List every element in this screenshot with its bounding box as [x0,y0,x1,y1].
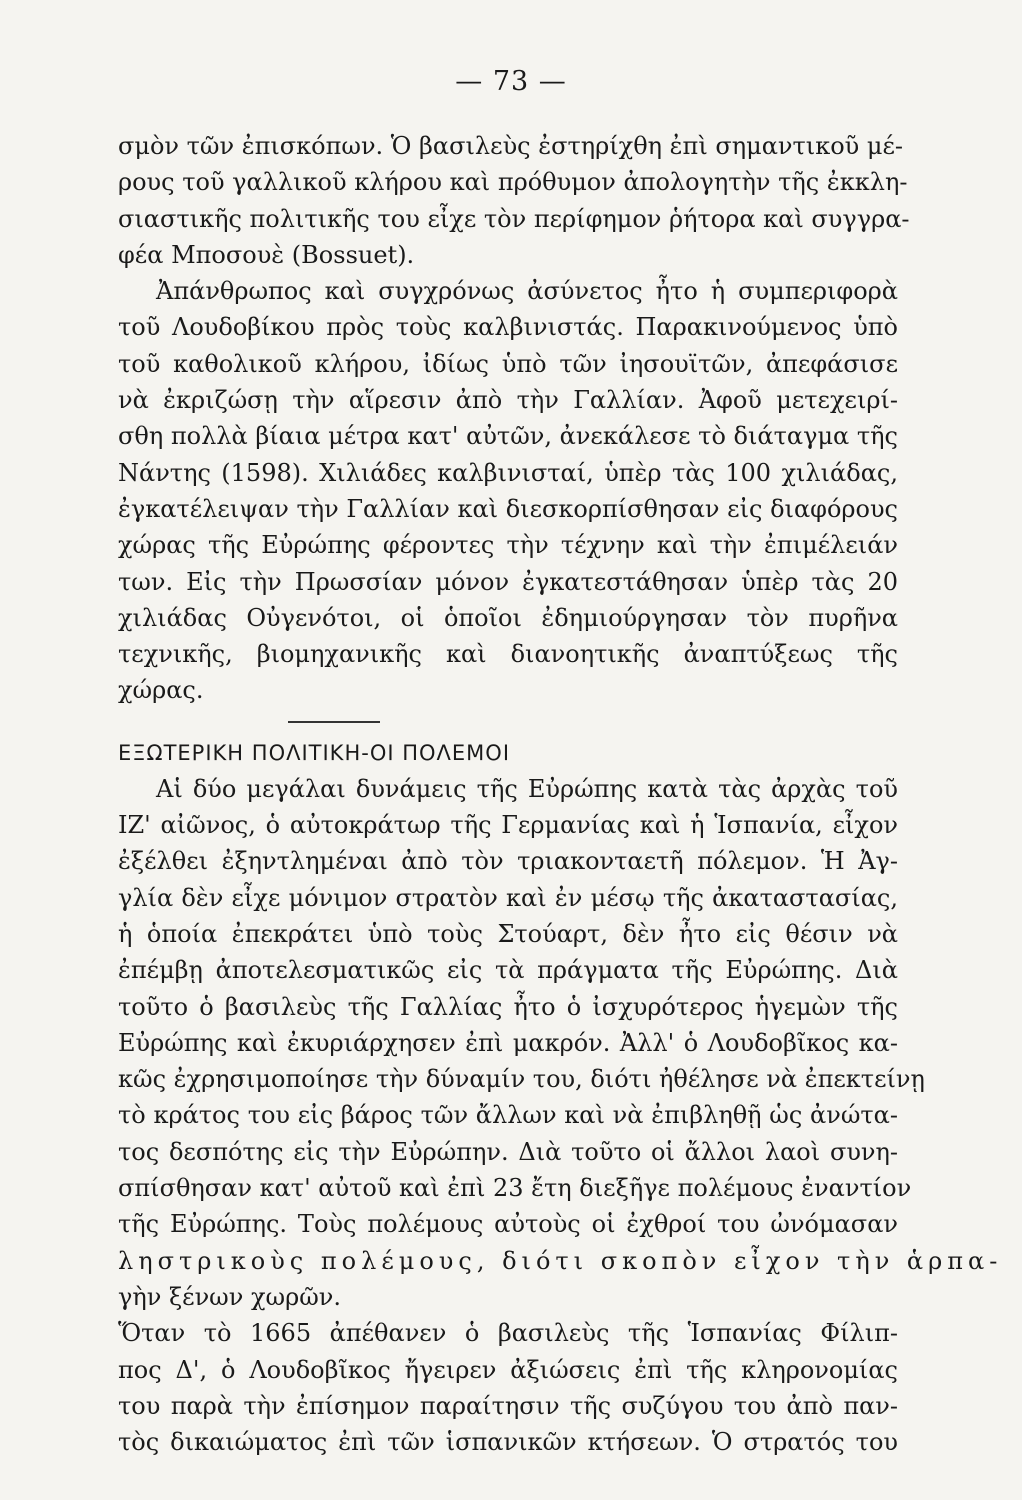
text-line: χιλιάδας Οὐγενότοι, οἱ ὁποῖοι ἐδημιούργησαν τὸν πυρῆνα [118,603,898,632]
text-line: ἐξέλθει ἐξηντλημέναι ἀπὸ τὸν τριακονταετῆ πόλεμον. Ἡ Ἀγ- [118,847,898,876]
text-line: Νάντης (1598). Χιλιάδες καλβινισταί, ὑπὲρ τὰς 100 χιλιάδας, [118,458,898,487]
text-line: ρους τοῦ γαλλικοῦ κλήρου καὶ πρόθυμον ἀπολογητὴν τῆς ἐκκλη- [118,168,908,197]
text-line: ἡ ὁποία ἐπεκράτει ὑπὸ τοὺς Στούαρτ, δὲν ἦτο εἰς θέσιν νὰ [118,919,898,948]
text-line: γλία δὲν εἶχε μόνιμον στρατὸν καὶ ἐν μέσῳ τῆς ἀκαταστασίας, [118,883,898,912]
text-line: σπίσθησαν κατ' αὐτοῦ καὶ ἐπὶ 23 ἔτη διεξῆγε πολέμους ἐναντίον [118,1174,912,1203]
text-line: τεχνικῆς, βιομηχανικῆς καὶ διανοητικῆς ἀναπτύξεως τῆς [118,640,898,669]
text-line: τος δεσπότης εἰς τὴν Εὐρώπην. Διὰ τοῦτο οἱ ἄλλοι λαοὶ συνη- [118,1137,898,1166]
text-line: ΙΖ' αἰῶνος, ὁ αὐτοκράτωρ τῆς Γερμανίας καὶ ἡ Ἱσπανία, εἶχον [118,811,898,840]
text-line: ἐπέμβῃ ἀποτελεσματικῶς εἰς τὰ πράγματα τῆς Εὐρώπης. Διὰ [118,956,898,985]
text-line: τῆς Εὐρώπης. Τοὺς πολέμους αὐτοὺς οἱ ἐχθροί του ὠνόμασαν [118,1210,898,1239]
text-line: τοῦ καθολικοῦ κλήρου, ἰδίως ὑπὸ τῶν ἰησουϊτῶν, ἀπεφάσισε [118,349,898,378]
text-line: Ἀπάνθρωπος καὶ συγχρόνως ἀσύνετος ἦτο ἡ συμπεριφορὰ [156,277,898,306]
text-line: πος Δ', ὁ Λουδοβῖκος ἤγειρεν ἀξιώσεις ἐπὶ τῆς κληρονομίας [118,1355,898,1384]
page-number: — 73 — [455,66,567,97]
text-line: Αἱ δύο μεγάλαι δυνάμεις τῆς Εὐρώπης κατὰ τὰς ἀρχὰς τοῦ [156,774,898,803]
text-line: χώρας. [118,676,204,705]
text-line: Ὅταν τὸ 1665 ἀπέθανεν ὁ βασιλεὺς τῆς Ἱσπανίας Φίλιπ- [118,1319,898,1348]
text-line: ληστρικοὺς πολέμους, διότι σκοπὸν εἶχον τὴν ἁρπα- [118,1246,1003,1275]
text-line: σμὸν τῶν ἐπισκόπων. Ὁ βασιλεὺς ἐστηρίχθη ἐπὶ σημαντικοῦ μέ- [118,132,904,160]
text-line: τοῦ Λουδοβίκου πρὸς τοὺς καλβινιστάς. Παρακινούμενος ὑπὸ [118,313,898,342]
text-line: ἐγκατέλειψαν τὴν Γαλλίαν καὶ διεσκορπίσθησαν εἰς διαφόρους [118,494,898,523]
text-line: σιαστικῆς πολιτικῆς του εἶχε τὸν περίφημον ῥήτορα καὶ συγγρα- [118,204,910,233]
text-line: του παρὰ τὴν ἐπίσημον παραίτησιν τῆς συζύγου του ἀπὸ παν- [118,1391,898,1420]
text-line: των. Εἰς τὴν Πρωσσίαν μόνον ἐγκατεστάθησαν ὑπὲρ τὰς 20 [118,567,898,596]
text-line: γὴν ξένων χωρῶν. [118,1282,341,1311]
text-line: κῶς ἐχρησιμοποίησε τὴν δύναμίν του, διότι ἠθέλησε νὰ ἐπεκτείνῃ [118,1065,925,1094]
text-line: τὸς δικαιώματος ἐπὶ τῶν ἱσπανικῶν κτήσεων. Ὁ στρατός του [118,1428,898,1457]
paragraphs-bottom [118,771,1003,1461]
text-line: σθη πολλὰ βίαια μέτρα κατ' αὐτῶν, ἀνεκάλεσε τὸ διάταγμα τῆς [118,422,898,451]
text-line: τοῦτο ὁ βασιλεὺς τῆς Γαλλίας ἦτο ὁ ἰσχυρότερος ἡγεμὼν τῆς [118,992,898,1021]
text-block [118,128,1003,1460]
text-line: χώρας τῆς Εὐρώπης φέροντες τὴν τέχνην καὶ τὴν ἐπιμέλειάν [118,531,898,560]
text-line: φέα Μποσουὲ (Bossuet). [118,240,415,269]
text-line: νὰ ἐκριζώσῃ τὴν αἵρεσιν ἀπὸ τὴν Γαλλίαν. Ἀφοῦ μετεχειρί- [118,386,898,415]
section-heading: ΕΞΩΤΕΡΙΚΗ ΠΟΛΙΤΙΚΗ-ΟΙ ΠΟΛΕΜΟΙ [118,740,511,765]
text-line: Εὐρώπης καὶ ἐκυριάρχησεν ἐπὶ μακρόν. Ἀλλ' ὁ Λουδοβῖκος κα- [118,1028,898,1057]
paragraphs-top [118,128,910,709]
section-divider [118,709,898,735]
text-line: τὸ κράτος του εἰς βάρος τῶν ἄλλων καὶ νὰ ἐπιβληθῇ ὡς ἀνώτα- [118,1101,898,1130]
